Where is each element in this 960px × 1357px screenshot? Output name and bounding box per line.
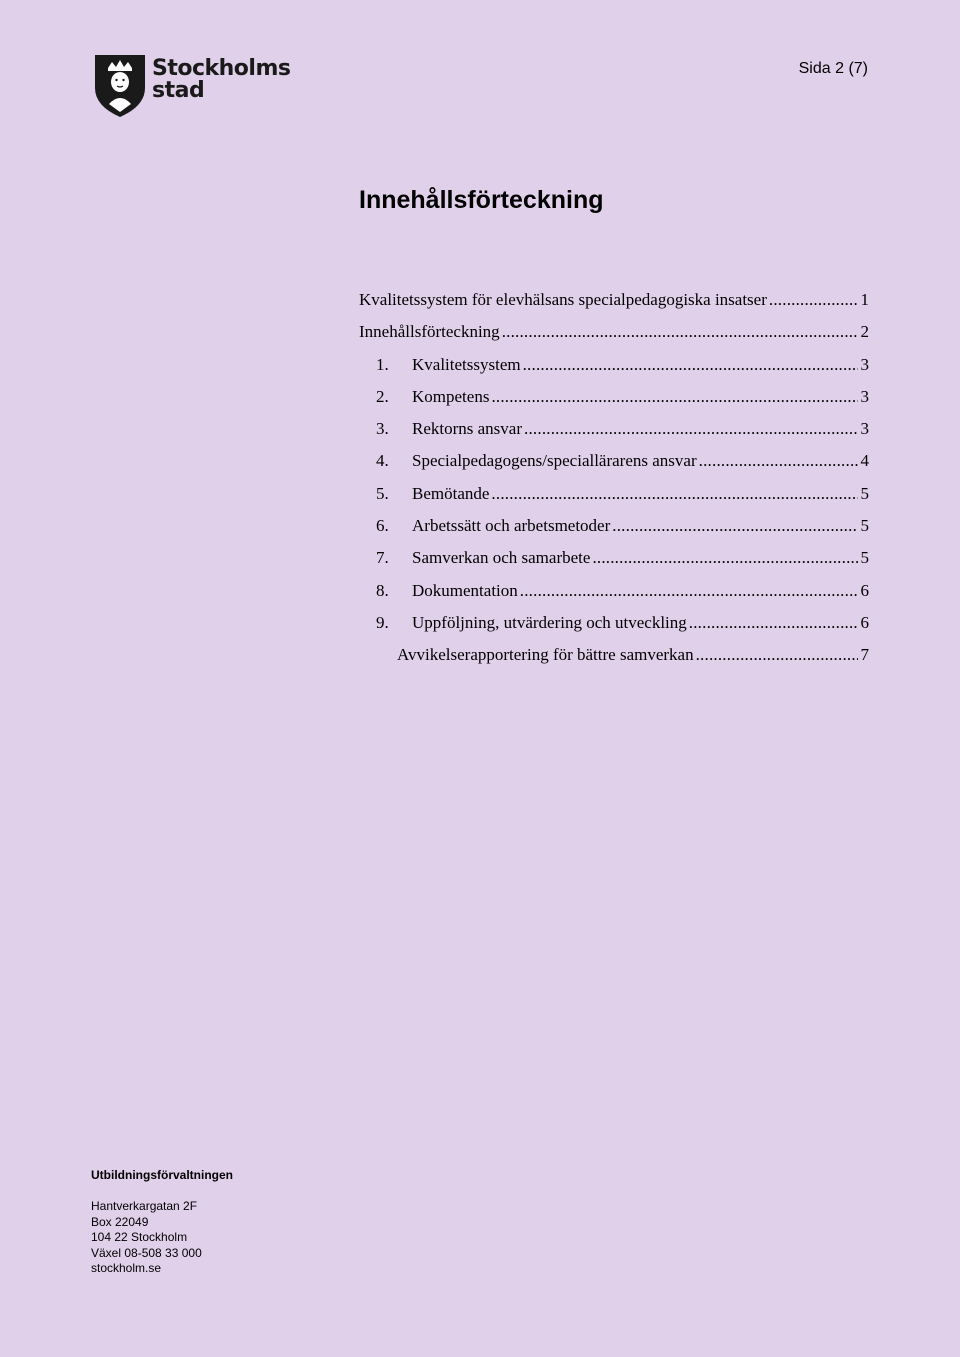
toc-entry[interactable] (359, 546, 869, 578)
toc-entry[interactable] (359, 482, 869, 514)
toc-entry-label: Arbetssätt och arbetsmetoder (412, 516, 611, 536)
footer-address-line: Hantverkargatan 2F (91, 1199, 198, 1214)
toc-entry-page: 3 (860, 419, 869, 439)
toc-entry-page: 5 (860, 548, 869, 568)
footer (91, 1168, 233, 1276)
footer-phone: Växel 08-508 33 000 (91, 1245, 202, 1260)
toc-entry-number: 3. (376, 419, 389, 439)
toc-entry-label: Kompetens (412, 386, 490, 406)
toc-entry-label: Innehållsförteckning (359, 322, 500, 342)
toc-entry-label: Kvalitetssystem (412, 354, 521, 374)
logo-wordmark (152, 58, 290, 102)
toc-leader-dots (592, 546, 858, 570)
footer-address-line: Box 22049 (91, 1214, 149, 1229)
toc-entry-number: 8. (376, 580, 389, 600)
toc-entry-page: 2 (860, 322, 869, 342)
toc-entry[interactable] (359, 611, 869, 643)
toc-entry[interactable] (359, 449, 869, 481)
footer-organization: Utbildningsförvaltningen (91, 1168, 233, 1182)
toc-entry[interactable] (359, 643, 869, 675)
toc-entry[interactable] (359, 579, 869, 611)
toc-entry-page: 6 (860, 580, 869, 600)
toc-entry-page: 3 (860, 354, 869, 374)
toc-entry-page: 5 (860, 516, 869, 536)
toc-leader-dots (502, 320, 858, 344)
toc-entry[interactable] (359, 353, 869, 385)
logo-wordmark-line-2: stad (152, 78, 205, 103)
toc-entry-number: 6. (376, 516, 389, 536)
toc-entry-page: 4 (860, 451, 869, 471)
toc-entry-number: 2. (376, 386, 389, 406)
toc-leader-dots (520, 579, 858, 603)
toc-entry[interactable] (359, 514, 869, 546)
toc-entry-page: 6 (860, 612, 869, 632)
toc-entry-page: 1 (860, 290, 869, 309)
toc-entry-label: Uppföljning, utvärdering och utveckling (412, 612, 687, 632)
page-number: Sida 2 (7) (798, 60, 868, 77)
toc-entry-number: 7. (376, 548, 389, 568)
logo-wordmark-line-1: Stockholms (152, 56, 291, 81)
page-title: Innehållsförteckning (359, 186, 604, 214)
toc-entry-page: 3 (860, 386, 869, 406)
toc-entry-number: 4. (376, 451, 389, 471)
city-crest-icon (94, 54, 146, 118)
toc-entry[interactable] (359, 288, 869, 320)
toc-leader-dots (699, 449, 858, 473)
toc-entry-number: 5. (376, 483, 389, 503)
toc-entry-label: Rektorns ansvar (412, 419, 523, 439)
toc-entry-label: Samverkan och samarbete (412, 548, 591, 568)
toc-leader-dots (612, 514, 858, 538)
toc-entry-number: 1. (376, 354, 389, 374)
toc-entry-label: Dokumentation (412, 580, 518, 600)
toc-entry[interactable] (359, 320, 869, 352)
toc-entry-label: Kvalitetssystem för elevhälsans specialpedagogiska insatser (359, 290, 767, 309)
toc-leader-dots (689, 611, 858, 635)
toc-entry-page: 7 (860, 645, 869, 665)
toc-entry[interactable] (359, 385, 869, 417)
toc-entry-label: Specialpedagogens/speciallärarens ansvar (412, 451, 697, 471)
toc-entry-number: 9. (376, 612, 389, 632)
toc-leader-dots (491, 482, 858, 506)
stockholms-stad-logo (94, 54, 291, 118)
toc-leader-dots (523, 353, 858, 377)
table-of-contents (359, 288, 869, 676)
toc-entry-label: Avvikelserapportering för bättre samverkan (397, 645, 694, 665)
toc-leader-dots (491, 385, 858, 409)
footer-address-line: 104 22 Stockholm (91, 1230, 188, 1245)
toc-entry-label: Bemötande (412, 483, 490, 503)
toc-leader-dots (696, 643, 858, 667)
footer-website: stockholm.se (91, 1261, 162, 1276)
toc-leader-dots (769, 288, 858, 312)
toc-entry-page: 5 (860, 483, 869, 503)
toc-entry[interactable] (359, 417, 869, 449)
toc-leader-dots (524, 417, 858, 441)
